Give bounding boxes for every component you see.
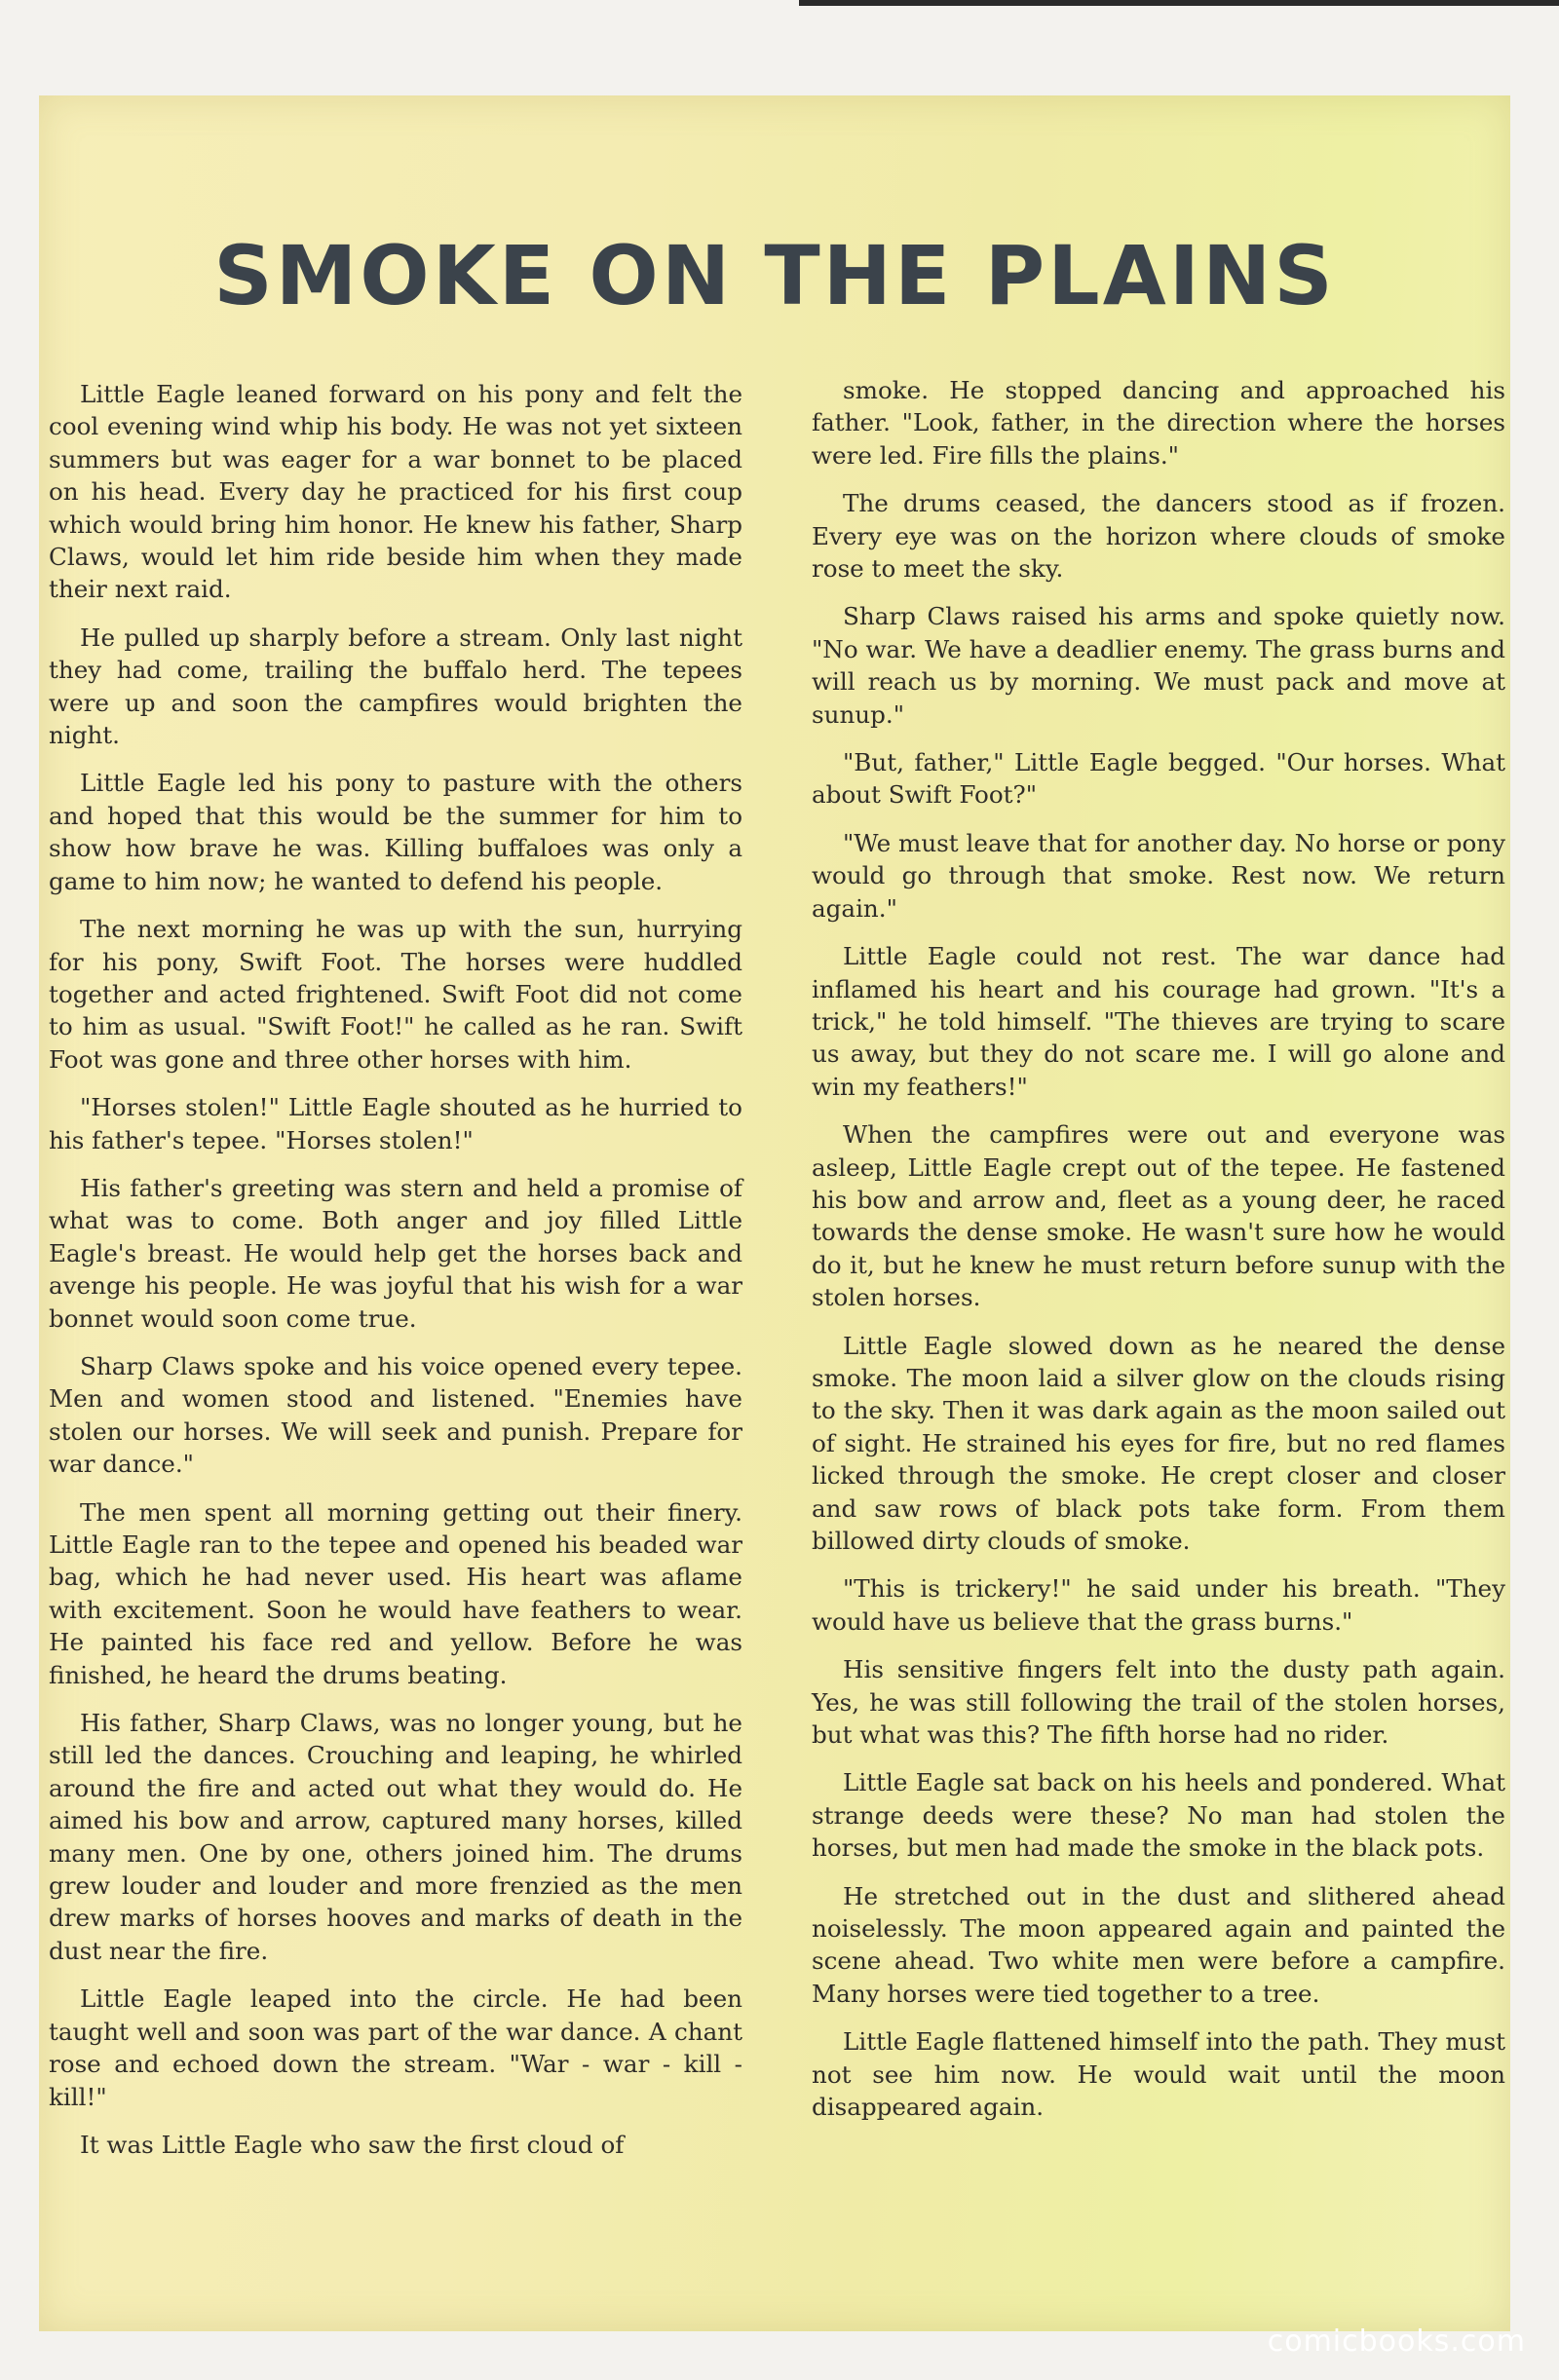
- watermark: comicbooks.com: [1267, 2324, 1526, 2359]
- story-title: SMOKE ON THE PLAINS: [213, 228, 1336, 323]
- right-column: [812, 374, 1505, 2139]
- paragraph: He stretched out in the dust and slithered ahead noiselessly. The moon appeared again and painted the scene ahead. Two white men were before a campfire. Many horses were tied together to a tree.: [812, 1881, 1505, 2008]
- paragraph: The drums ceased, the dancers stood as if frozen. Every eye was on the horizon where clouds of smoke rose to meet the sky.: [812, 489, 1505, 584]
- paragraph: Little Eagle sat back on his heels and pondered. What strange deeds were these? No man had stolen the horses, but men had made the smoke in the black pots.: [812, 1768, 1505, 1863]
- paragraph: Little Eagle flattened himself into the path. They must not see him now. He would wait until the moon disappeared again.: [812, 2027, 1505, 2122]
- page-edge: [799, 0, 1559, 6]
- paragraph: smoke. He stopped dancing and approached his father. "Look, father, in the direction where the horses were led. Fire fills the plains.": [812, 376, 1505, 470]
- paragraph: "This is trickery!" he said under his breath. "They would have us believe that the grass burns.": [812, 1574, 1505, 1636]
- paragraph: Little Eagle leaned forward on his pony and felt the cool evening wind whip his body. He was not yet sixteen summers but was eager for a war bonnet to be placed on his head. Every day he practiced for his first coup which would bring him honor. He knew his father, Sharp Claws, would let him ride beside him when they made their next raid.: [49, 380, 742, 604]
- paragraph: Little Eagle led his pony to pasture with the others and hoped that this would be the summer for him to show how brave he was. Killing buffaloes was only a game to him now; he wanted to defend his people.: [49, 769, 742, 895]
- paragraph: Little Eagle could not rest. The war dance had inflamed his heart and his courage had grown. "It's a trick," he told himself. "The thieves are trying to scare us away, but they do not scare me. I will go alone and win my feathers!": [812, 942, 1505, 1101]
- paragraph: Little Eagle slowed down as he neared the dense smoke. The moon laid a silver glow on the clouds rising to the sky. Then it was dark again as the moon sailed out of sight. He strained his eyes for fire, but no red flames licked through the smoke. He crept closer and closer and saw rows of black pots take form. From them billowed dirty clouds of smoke.: [812, 1331, 1505, 1555]
- paragraph: His father's greeting was stern and held a promise of what was to come. Both anger and joy filled Little Eagle's breast. He would help get the horses back and avenge his people. He was joyful that his wish for a war bonnet would soon come true.: [49, 1173, 742, 1333]
- paragraph: "Horses stolen!" Little Eagle shouted as he hurried to his father's tepee. "Horses stolen!": [49, 1093, 742, 1154]
- paragraph: "We must leave that for another day. No horse or pony would go through that smoke. Rest now. We return again.": [812, 828, 1505, 923]
- paragraph: His sensitive fingers felt into the dusty path again. Yes, he was still following the trail of the stolen horses, but what was this? The fifth horse had no rider.: [812, 1655, 1505, 1750]
- paragraph: It was Little Eagle who saw the first cloud of: [80, 2130, 625, 2159]
- left-column: [49, 378, 742, 2176]
- paragraph: Sharp Claws spoke and his voice opened every tepee. Men and women stood and listened. "Enemies have stolen our horses. We will seek and punish. Prepare for war dance.": [49, 1351, 742, 1479]
- paragraph: His father, Sharp Claws, was no longer young, but he still led the dances. Crouching and leaping, he whirled around the fire and acted out what they would do. He aimed his bow and arrow, captured many horses, killed many men. One by one, others joined him. The drums grew louder and louder and more frenzied as the men drew marks of horses hooves and marks of death in the dust near the fire.: [49, 1709, 742, 1965]
- paragraph: Sharp Claws raised his arms and spoke quietly now. "No war. We have a deadlier enemy. The grass burns and will reach us by morning. We must pack and move at sunup.": [812, 602, 1505, 729]
- paragraph: The men spent all morning getting out their finery. Little Eagle ran to the tepee and opened his beaded war bag, which he had never used. His heart was aflame with excitement. Soon he would have feathers to wear. He painted his face red and yellow. Before he was finished, he heard the drums beating.: [49, 1497, 742, 1689]
- paragraph: "But, father," Little Eagle begged. "Our horses. What about Swift Foot?": [812, 748, 1505, 810]
- paragraph: When the campfires were out and everyone was asleep, Little Eagle crept out of the tepee. He fastened his bow and arrow and, fleet as a young deer, he raced towards the dense smoke. He wasn't sure how he would do it, but he knew he must return before sunup with the stolen horses.: [812, 1120, 1505, 1312]
- paragraph: Little Eagle leaped into the circle. He had been taught well and soon was part of the war dance. A chant rose and echoed down the stream. "War - war - kill - kill!": [49, 1984, 742, 2111]
- paragraph: The next morning he was up with the sun, hurrying for his pony, Swift Foot. The horses were huddled together and acted frightened. Swift Foot did not come to him as usual. "Swift Foot!" he called as he ran. Swift Foot was gone and three other horses with him.: [49, 915, 742, 1074]
- paragraph: He pulled up sharply before a stream. Only last night they had come, trailing the buffalo herd. The tepees were up and soon the campfires would brighten the night.: [49, 623, 742, 750]
